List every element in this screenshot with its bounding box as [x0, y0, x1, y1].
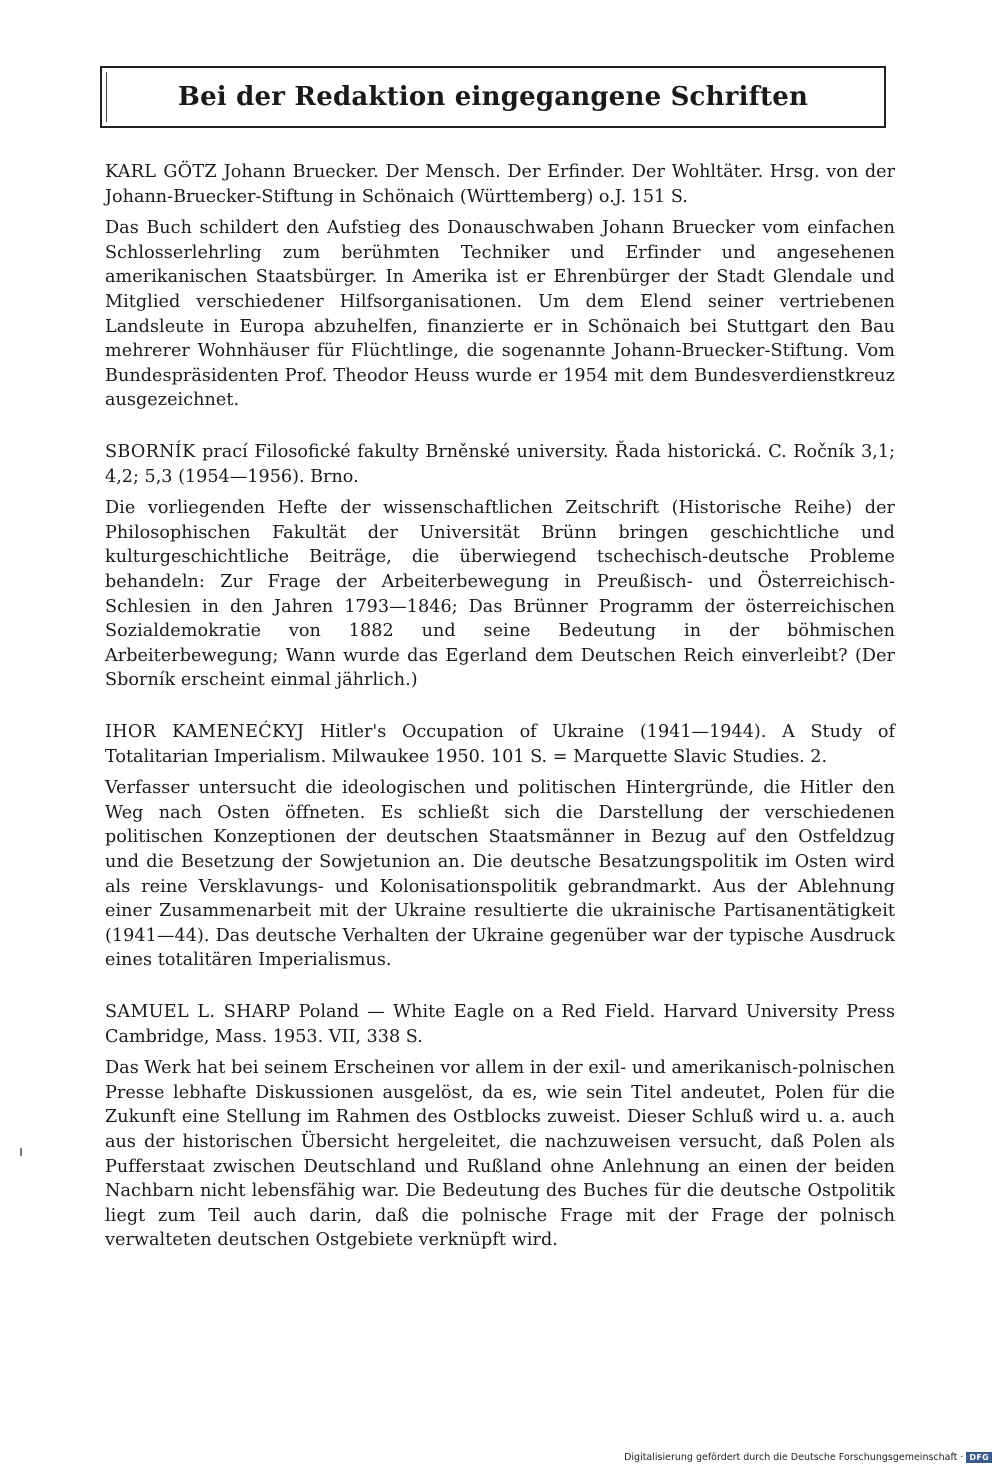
- entry-author: SBORNÍK: [105, 442, 196, 462]
- entry-author: IHOR KAMENEĆKYJ: [105, 722, 305, 742]
- entry-citation: [105, 440, 895, 489]
- entry-summary: Die vorliegenden Hefte der wissenschaftlichen Zeitschrift (Historische Reihe) der Philosophischen Fakultät der Universität Brünn bringen geschichtliche und kulturgeschichtliche Beiträge, die überwiegend tschechisch-deutsche Probleme behandeln: Zur Frage der Arbeiterbewegung in Preußisch- und Österreichisch-Schlesien in den Jahren 1793—1846; Das Brünner Programm der österreichischen Sozialdemokratie von 1882 und seine Bedeutung in der böhmischen Arbeiterbewegung; Wann wurde das Egerland dem Deutschen Reich einverleibt? (Der Sborník erscheint einmal jährlich.): [105, 498, 895, 691]
- entry-author: KARL GÖTZ: [105, 162, 217, 182]
- entry-kameneckyj: [105, 720, 895, 973]
- title-box: [100, 66, 886, 128]
- dfg-logo: DFG: [966, 1452, 992, 1463]
- entry-sharp: [105, 1000, 895, 1253]
- entry-summary: Verfasser untersucht die ideologischen und politischen Hintergründe, die Hitler den Weg nach Osten öffneten. Es schließt sich die Darstellung der verschiedenen politischen Konzeptionen der deutschen Staatsmänner in Bezug auf den Ostfeldzug und die Besetzung der Sowjetunion an. Die deutsche Besatzungspolitik im Osten wird als reine Versklavungs- und Kolonisationspolitik gebrandmarkt. Aus der Ablehnung einer Zusammenarbeit mit der Ukraine resultierte die ukrainische Partisanentätigkeit (1941—44). Das deutsche Verhalten der Ukraine gegenüber war der typische Ausdruck eines totalitären Imperialismus.: [105, 778, 895, 971]
- entry-summary: Das Werk hat bei seinem Erscheinen vor allem in der exil- und amerikanisch-polnischen Presse lebhafte Diskussionen ausgelöst, da es, wie sein Titel andeutet, Polen für die Zukunft eine Stellung im Rahmen des Ostblocks zuweist. Dieser Schluß wird u. a. auch aus der historischen Übersicht hergeleitet, die nachzuweisen versucht, daß Polen als Pufferstaat zwischen Deutschland und Rußland ohne Anlehnung an einen der beiden Nachbarn nicht lebensfähig war. Die Bedeutung des Buches für die deutsche Ostpolitik liegt zum Teil auch darin, daß die polnische Frage mit der Frage der polnisch verwalteten deutschen Ostgebiete verknüpft wird.: [105, 1058, 895, 1251]
- credit-text: Digitalisierung gefördert durch die Deutsche Forschungsgemeinschaft ·: [624, 1452, 964, 1463]
- entry-citation: [105, 160, 895, 209]
- entry-author: SAMUEL L. SHARP: [105, 1002, 291, 1022]
- entry-sbornik: [105, 440, 895, 693]
- entry-citation: [105, 1000, 895, 1049]
- entry-citation-text: Poland — White Eagle on a Red Field. Harvard University Press Cambridge, Mass. 1953. VII, 338 S.: [105, 1002, 895, 1047]
- digitization-credit: [624, 1452, 992, 1463]
- entry-summary: Das Buch schildert den Aufstieg des Donauschwaben Johann Bruecker vom einfachen Schlosserlehrling zum berühmten Techniker und Erfinder und angesehenen amerikanischen Staatsbürger. In Amerika ist er Ehrenbürger der Stadt Glendale und Mitglied verschiedener Hilfsorganisationen. Um dem Elend seiner vertriebenen Landsleute in Europa abzuhelfen, finanzierte er in Schönaich bei Stuttgart den Bau mehrerer Wohnhäuser für Flüchtlinge, die sogenannte Johann-Bruecker-Stiftung. Vom Bundespräsidenten Prof. Theodor Heuss wurde er 1954 mit dem Bundesverdienstkreuz ausgezeichnet.: [105, 218, 895, 411]
- entry-citation: [105, 720, 895, 769]
- page-title: Bei der Redaktion eingegangene Schriften: [177, 82, 809, 112]
- entry-goetz: [105, 160, 895, 413]
- entry-citation-text: Johann Bruecker. Der Mensch. Der Erfinder. Der Wohltäter. Hrsg. von der Johann-Bruecker-Stiftung in Schönaich (Württemberg) o.J. 151 S.: [105, 162, 896, 207]
- entry-citation-text: prací Filosofické fakulty Brněnské university. Řada historická. C. Ročník 3,1; 4,2; 5,3 (1954—1956). Brno.: [105, 442, 895, 487]
- scan-margin-mark: [20, 1148, 22, 1156]
- entry-citation-text: Hitler's Occupation of Ukraine (1941—1944). A Study of Totalitarian Imperialism. Milwaukee 1950. 101 S. = Marquette Slavic Studies. 2.: [105, 722, 895, 767]
